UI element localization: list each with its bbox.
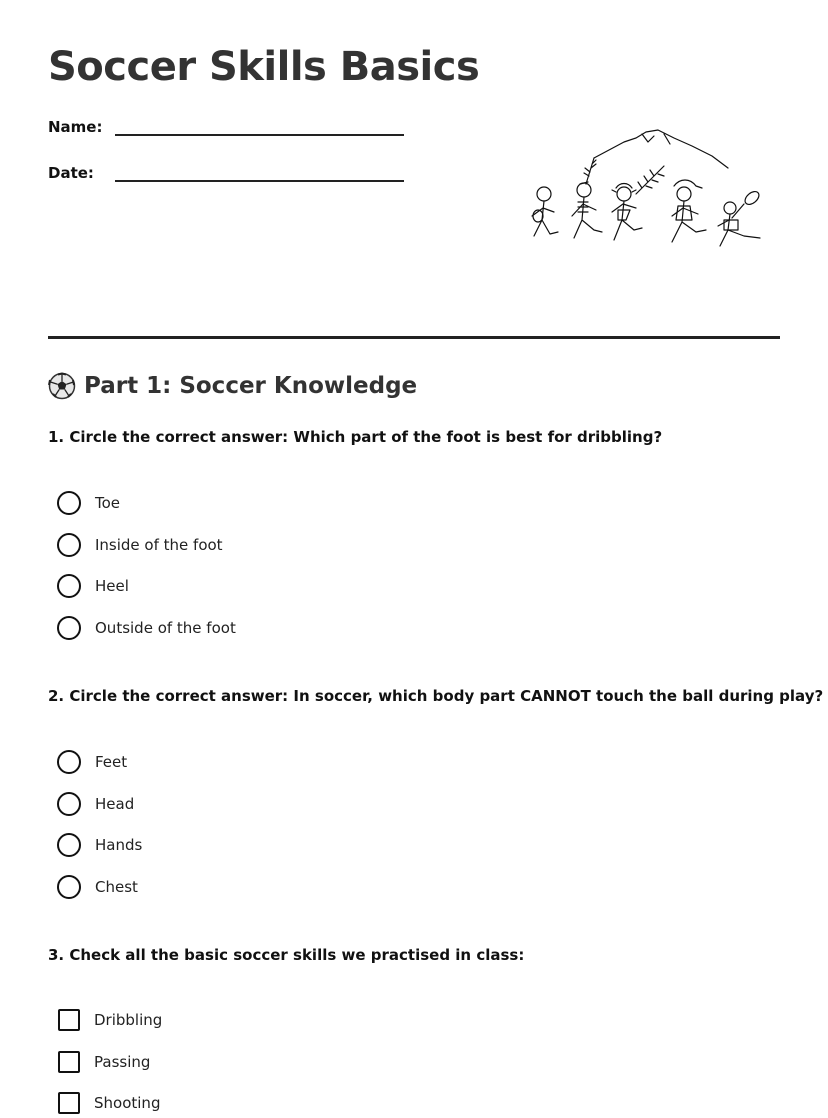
part1-heading	[48, 372, 417, 400]
question-1-option-toe[interactable]	[57, 491, 120, 515]
question-1-option-outside[interactable]	[57, 616, 236, 640]
question-2-option-hands[interactable]	[57, 833, 142, 857]
part1-heading-text: Part 1: Soccer Knowledge	[84, 373, 418, 399]
question-3-option-dribbling[interactable]	[57, 1008, 162, 1032]
option-label: Outside of the foot	[95, 619, 236, 637]
question-3-prompt: 3. Check all the basic soccer skills we practised in class:	[48, 946, 525, 964]
question-2-option-head[interactable]	[57, 792, 134, 816]
checkbox[interactable]	[58, 1051, 80, 1073]
question-1-option-inside[interactable]	[57, 533, 223, 557]
radio-circle[interactable]	[57, 491, 81, 515]
question-1-option-heel[interactable]	[57, 574, 129, 598]
option-label: Feet	[95, 753, 128, 771]
question-3-option-shooting[interactable]	[57, 1091, 160, 1115]
radio-circle[interactable]	[57, 792, 81, 816]
option-label: Chest	[95, 878, 138, 896]
option-label: Hands	[95, 836, 143, 854]
option-label: Heel	[95, 577, 129, 595]
radio-circle[interactable]	[57, 875, 81, 899]
radio-circle[interactable]	[57, 574, 81, 598]
option-label: Dribbling	[94, 1011, 163, 1029]
option-label: Head	[95, 795, 135, 813]
date-label: Date:	[48, 164, 94, 182]
option-label: Shooting	[94, 1094, 161, 1112]
name-field	[48, 116, 404, 136]
radio-circle[interactable]	[57, 616, 81, 640]
question-1-prompt: 1. Circle the correct answer: Which part of the foot is best for dribbling?	[48, 428, 663, 446]
worksheet-title: Soccer Skills Basics	[48, 44, 480, 90]
option-label: Passing	[94, 1053, 151, 1071]
date-field	[48, 162, 404, 182]
section-divider	[48, 336, 780, 339]
option-label: Inside of the foot	[95, 536, 223, 554]
soccer-ball-icon	[48, 372, 76, 400]
radio-circle[interactable]	[57, 833, 81, 857]
name-input-line[interactable]	[115, 116, 404, 136]
date-input-line[interactable]	[115, 162, 404, 182]
question-2-option-chest[interactable]	[57, 875, 138, 899]
option-label: Toe	[95, 494, 121, 512]
question-3-option-passing[interactable]	[57, 1050, 150, 1074]
radio-circle[interactable]	[57, 533, 81, 557]
radio-circle[interactable]	[57, 750, 81, 774]
checkbox[interactable]	[58, 1092, 80, 1114]
name-label: Name:	[48, 118, 103, 136]
children-running-illustration	[524, 124, 768, 258]
question-2-option-feet[interactable]	[57, 750, 127, 774]
question-2-prompt: 2. Circle the correct answer: In soccer, which body part CANNOT touch the ball during play?	[48, 687, 824, 705]
checkbox[interactable]	[58, 1009, 80, 1031]
